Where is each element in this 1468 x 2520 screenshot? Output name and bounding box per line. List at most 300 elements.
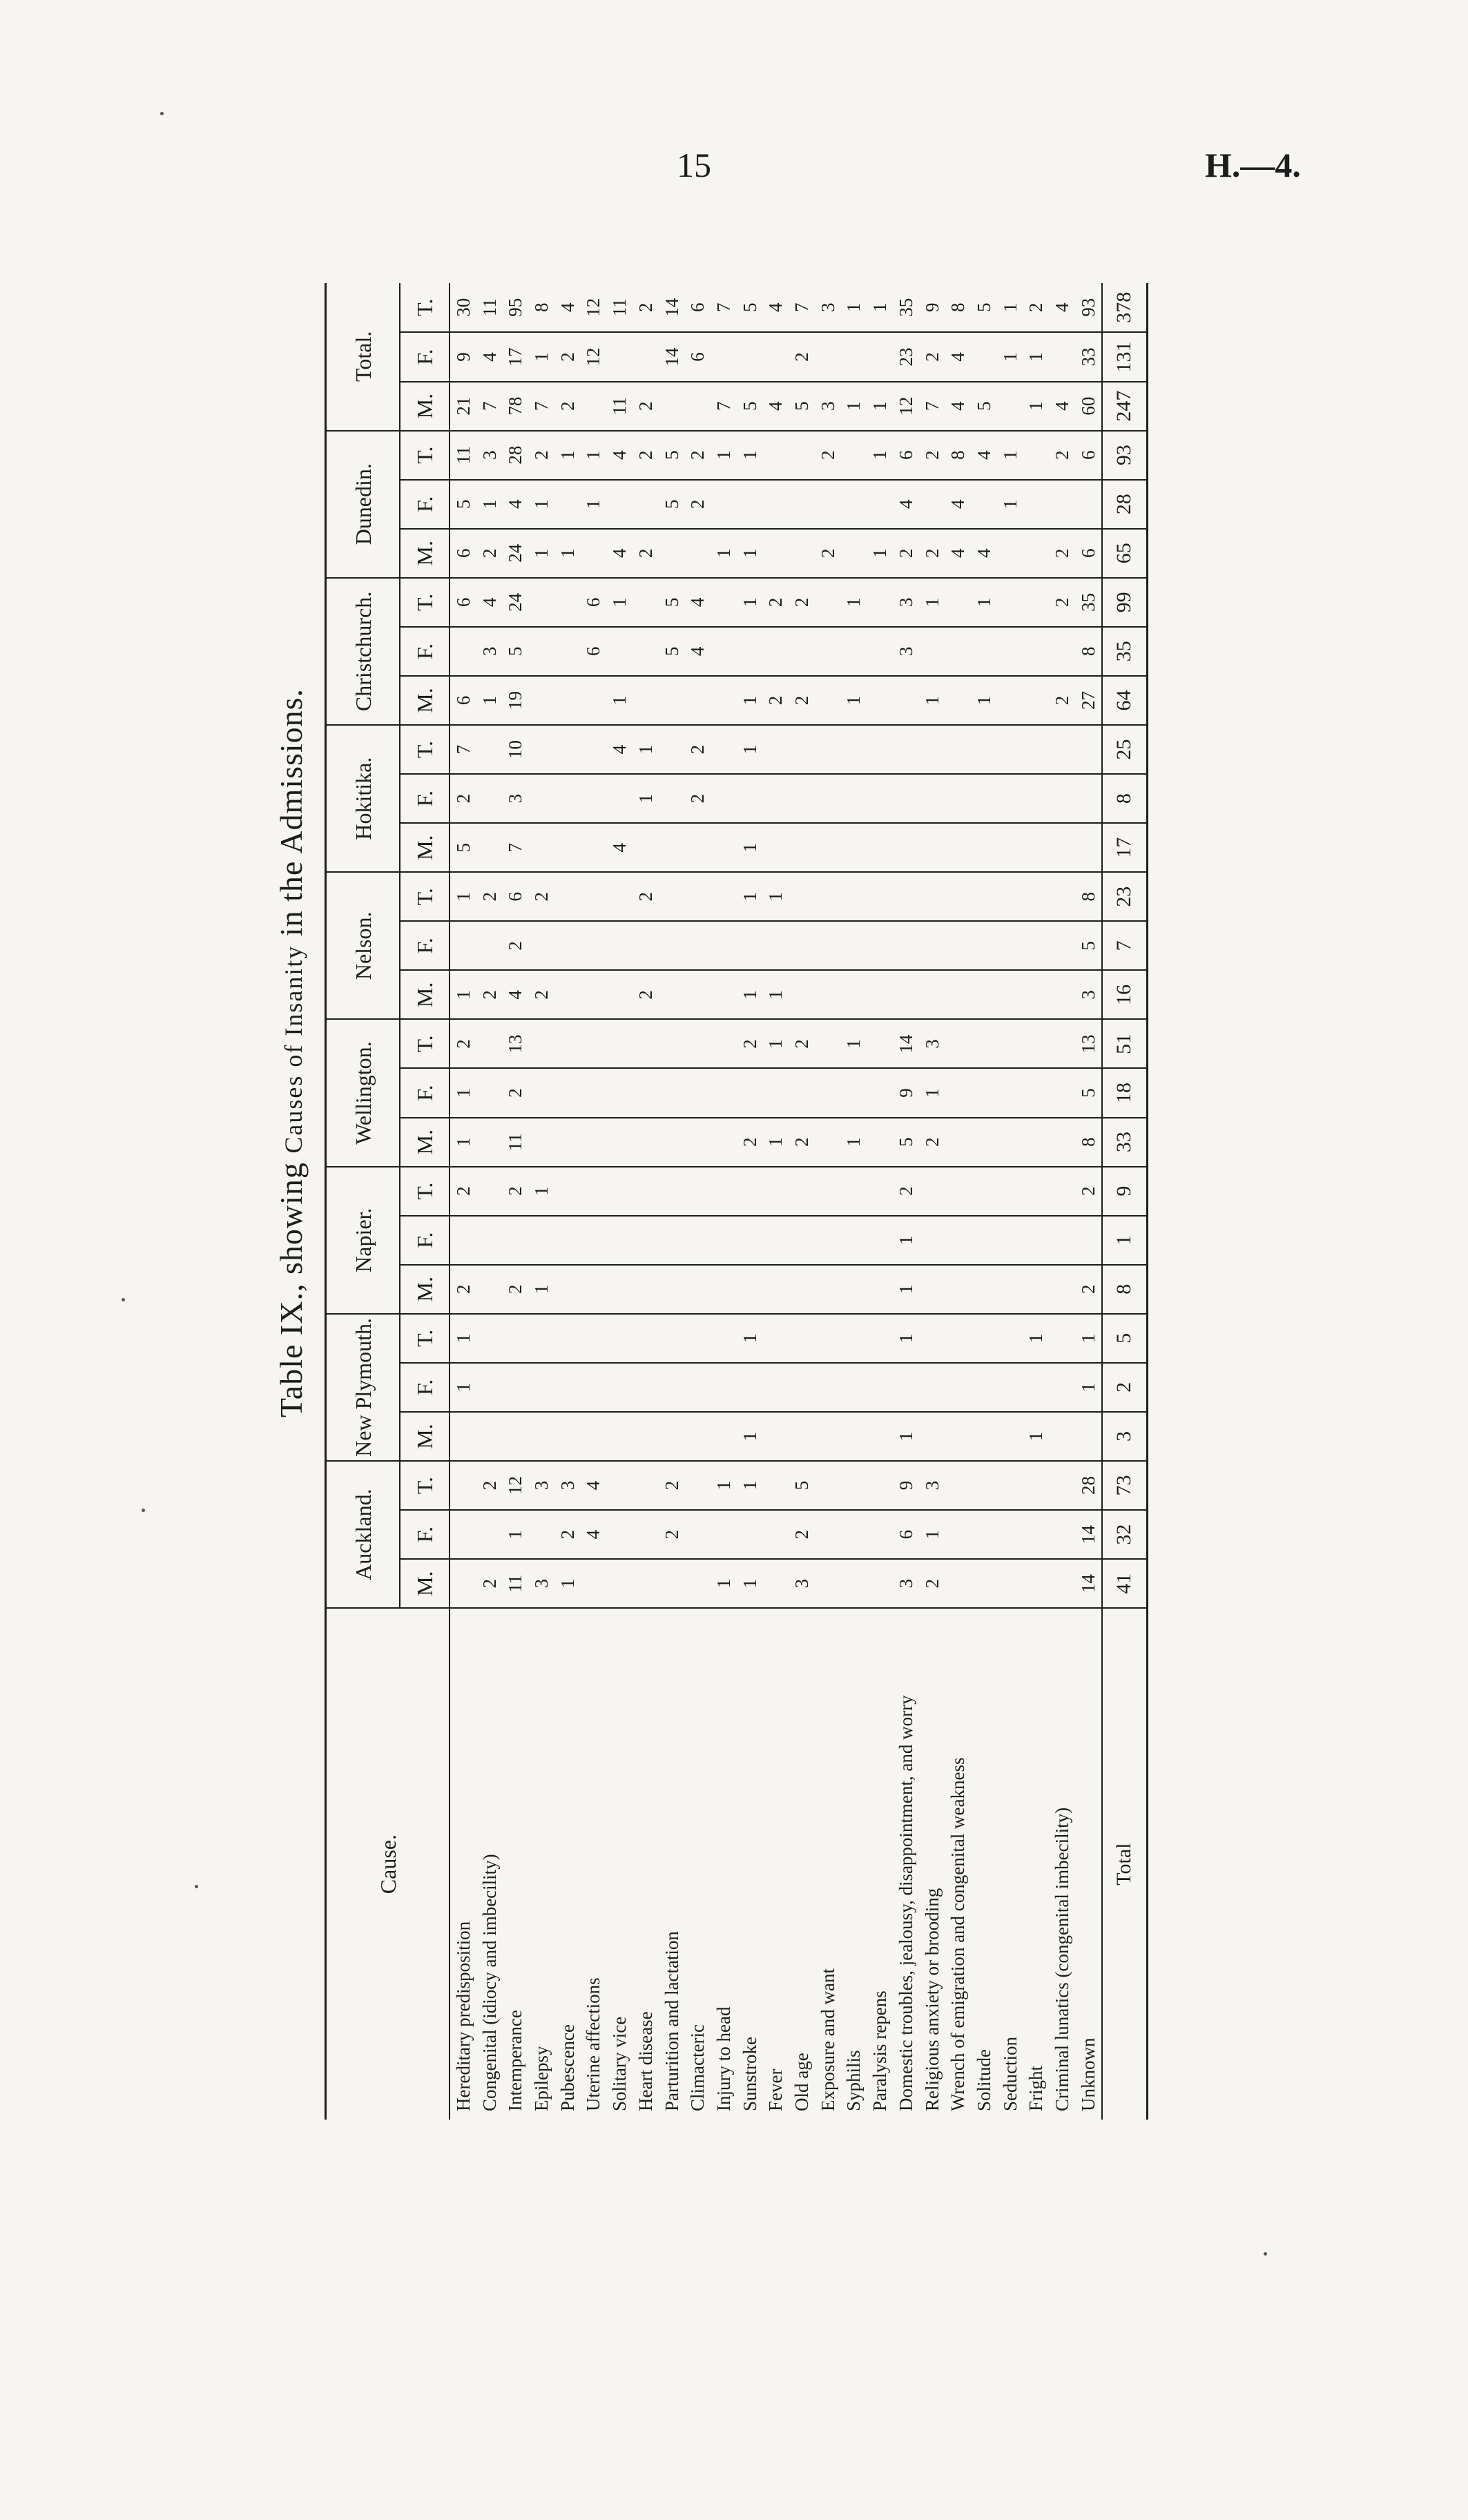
value-cell <box>763 627 789 676</box>
value-cell: 33 <box>1075 332 1102 381</box>
value-cell: 6 <box>684 283 711 332</box>
value-cell: 1 <box>711 431 737 480</box>
value-cell <box>893 1363 919 1412</box>
value-cell: 5 <box>1075 921 1102 970</box>
value-cell <box>581 774 607 823</box>
value-cell: 1 <box>997 431 1023 480</box>
value-cell <box>945 823 971 872</box>
value-cell: 1 <box>711 1461 737 1510</box>
value-cell <box>632 1314 659 1363</box>
value-cell: 1 <box>841 676 867 725</box>
value-cell <box>789 970 815 1019</box>
value-cell: 1 <box>528 529 554 578</box>
value-cell: 4 <box>1049 382 1075 431</box>
sub-header: F. <box>400 627 450 676</box>
value-cell <box>945 627 971 676</box>
value-cell <box>815 480 841 529</box>
value-cell: 4 <box>606 529 632 578</box>
table-row <box>632 283 659 2120</box>
value-cell <box>684 676 711 725</box>
value-cell <box>632 578 659 627</box>
value-cell: 35 <box>893 283 919 332</box>
table-row <box>997 283 1023 2120</box>
group-header: Wellington. <box>326 1019 400 1166</box>
value-cell <box>841 1265 867 1314</box>
value-cell <box>737 1068 763 1117</box>
value-cell <box>711 1216 737 1265</box>
value-cell <box>815 332 841 381</box>
value-cell: 93 <box>1102 431 1148 480</box>
value-cell: 1 <box>737 578 763 627</box>
value-cell <box>632 1265 659 1314</box>
value-cell <box>1023 1068 1050 1117</box>
value-cell <box>919 480 945 529</box>
group-header: Dunedin. <box>326 431 400 578</box>
value-cell <box>789 480 815 529</box>
value-cell: 1 <box>763 1019 789 1068</box>
value-cell: 1 <box>841 578 867 627</box>
value-cell <box>659 1412 685 1461</box>
value-cell <box>554 1363 581 1412</box>
value-cell: 4 <box>684 627 711 676</box>
value-cell <box>841 1412 867 1461</box>
value-cell: 4 <box>893 480 919 529</box>
value-cell <box>945 1167 971 1216</box>
value-cell <box>684 1363 711 1412</box>
sub-header: F. <box>400 921 450 970</box>
cause-cell: Wrench of emigration and congenital weakness <box>947 1757 969 2111</box>
table-row <box>581 283 607 2120</box>
table-row <box>971 283 997 2120</box>
value-cell <box>502 1314 528 1363</box>
value-cell <box>606 480 632 529</box>
value-cell <box>971 725 997 774</box>
value-cell: 1 <box>450 872 476 921</box>
value-cell: 2 <box>450 1019 476 1068</box>
sub-header: F. <box>400 1216 450 1265</box>
value-cell: 2 <box>450 1265 476 1314</box>
value-cell: 4 <box>945 480 971 529</box>
total-label: Total <box>1102 1608 1148 2120</box>
value-cell <box>789 725 815 774</box>
value-cell: 35 <box>1102 627 1148 676</box>
value-cell: 3 <box>815 382 841 431</box>
value-cell <box>789 431 815 480</box>
value-cell <box>919 921 945 970</box>
value-cell: 1 <box>1023 332 1050 381</box>
value-cell: 5 <box>659 627 685 676</box>
value-cell <box>476 1167 503 1216</box>
cause-column-header: Cause. <box>326 1608 450 2120</box>
value-cell <box>945 578 971 627</box>
value-cell: 5 <box>971 283 997 332</box>
cause-cell: Intemperance <box>505 2010 526 2111</box>
value-cell <box>997 725 1023 774</box>
value-cell: 2 <box>815 431 841 480</box>
cause-cell: Pubescence <box>557 2024 578 2111</box>
value-cell <box>659 529 685 578</box>
value-cell <box>945 970 971 1019</box>
value-cell <box>867 1068 893 1117</box>
value-cell <box>684 529 711 578</box>
table-row <box>737 283 763 2120</box>
value-cell <box>1049 725 1075 774</box>
value-cell <box>867 1461 893 1510</box>
value-cell <box>1049 1314 1075 1363</box>
value-cell: 2 <box>919 332 945 381</box>
value-cell <box>632 332 659 381</box>
value-cell: 1 <box>450 1314 476 1363</box>
value-cell <box>606 1265 632 1314</box>
value-cell: 4 <box>971 529 997 578</box>
table-row <box>450 283 476 2120</box>
value-cell <box>1049 1461 1075 1510</box>
value-cell <box>476 823 503 872</box>
value-cell <box>841 872 867 921</box>
value-cell: 7 <box>528 382 554 431</box>
value-cell <box>945 1461 971 1510</box>
table-row <box>1075 283 1102 2120</box>
value-cell <box>606 872 632 921</box>
value-cell: 93 <box>1075 283 1102 332</box>
value-cell: 12 <box>502 1461 528 1510</box>
table-row <box>1023 283 1050 2120</box>
value-cell: 6 <box>502 872 528 921</box>
value-cell: 73 <box>1102 1461 1148 1510</box>
value-cell <box>528 627 554 676</box>
value-cell: 2 <box>632 872 659 921</box>
value-cell <box>1049 1559 1075 1608</box>
value-cell <box>763 774 789 823</box>
value-cell: 11 <box>502 1559 528 1608</box>
value-cell: 5 <box>893 1118 919 1167</box>
value-cell: 14 <box>1075 1510 1102 1559</box>
sub-header: T. <box>400 1019 450 1068</box>
value-cell <box>841 921 867 970</box>
value-cell <box>711 1118 737 1167</box>
value-cell <box>581 872 607 921</box>
value-cell: 41 <box>1102 1559 1148 1608</box>
value-cell <box>815 1363 841 1412</box>
value-cell <box>997 1118 1023 1167</box>
value-cell <box>763 1265 789 1314</box>
value-cell <box>815 1461 841 1510</box>
value-cell <box>632 1019 659 1068</box>
value-cell <box>737 332 763 381</box>
value-cell <box>450 1412 476 1461</box>
value-cell <box>711 872 737 921</box>
value-cell <box>711 1068 737 1117</box>
cause-cell: Old age <box>791 2053 813 2111</box>
value-cell <box>789 1363 815 1412</box>
value-cell <box>815 1265 841 1314</box>
value-cell <box>815 872 841 921</box>
value-cell <box>815 823 841 872</box>
sub-header: M. <box>400 1559 450 1608</box>
value-cell: 4 <box>945 382 971 431</box>
value-cell: 1 <box>711 529 737 578</box>
sub-header: M. <box>400 1265 450 1314</box>
cause-cell: Hereditary predisposition <box>452 1921 474 2111</box>
value-cell: 1 <box>919 578 945 627</box>
value-cell: 4 <box>476 332 503 381</box>
value-cell <box>684 1510 711 1559</box>
value-cell: 6 <box>1075 529 1102 578</box>
value-cell: 5 <box>737 283 763 332</box>
value-cell <box>659 823 685 872</box>
value-cell <box>763 921 789 970</box>
value-cell: 8 <box>1075 627 1102 676</box>
value-cell: 1 <box>450 1068 476 1117</box>
value-cell: 1 <box>581 480 607 529</box>
value-cell <box>528 1510 554 1559</box>
value-cell: 13 <box>1075 1019 1102 1068</box>
value-cell: 2 <box>1049 676 1075 725</box>
cause-cell: Paralysis repens <box>869 1990 891 2111</box>
value-cell <box>581 1265 607 1314</box>
value-cell: 1 <box>919 1068 945 1117</box>
value-cell <box>1023 1216 1050 1265</box>
value-cell <box>789 1216 815 1265</box>
value-cell: 18 <box>1102 1068 1148 1117</box>
value-cell: 1 <box>893 1412 919 1461</box>
value-cell <box>1023 774 1050 823</box>
value-cell: 1 <box>737 431 763 480</box>
value-cell <box>632 1167 659 1216</box>
value-cell: 1 <box>867 382 893 431</box>
value-cell <box>711 1363 737 1412</box>
value-cell <box>554 1019 581 1068</box>
value-cell <box>632 1118 659 1167</box>
group-header: New Plymouth. <box>326 1314 400 1461</box>
value-cell <box>997 1019 1023 1068</box>
value-cell <box>867 725 893 774</box>
value-cell <box>554 1216 581 1265</box>
value-cell: 2 <box>632 382 659 431</box>
value-cell: 5 <box>450 823 476 872</box>
value-cell: 1 <box>737 725 763 774</box>
value-cell <box>1049 1363 1075 1412</box>
value-cell: 2 <box>684 431 711 480</box>
value-cell <box>1049 1265 1075 1314</box>
value-cell: 4 <box>606 431 632 480</box>
value-cell <box>919 1216 945 1265</box>
sub-header: F. <box>400 480 450 529</box>
value-cell <box>528 921 554 970</box>
cause-cell: Unknown <box>1077 2037 1099 2111</box>
value-cell: 8 <box>1075 872 1102 921</box>
value-cell <box>763 431 789 480</box>
table-row <box>815 283 841 2120</box>
value-cell <box>841 332 867 381</box>
value-cell <box>659 1118 685 1167</box>
value-cell <box>919 872 945 921</box>
value-cell: 1 <box>867 431 893 480</box>
value-cell: 8 <box>1075 1118 1102 1167</box>
value-cell <box>789 1167 815 1216</box>
value-cell <box>841 1314 867 1363</box>
value-cell <box>1023 823 1050 872</box>
table-title <box>273 276 309 1830</box>
value-cell <box>476 1118 503 1167</box>
value-cell <box>945 1510 971 1559</box>
sub-header: M. <box>400 970 450 1019</box>
value-cell <box>763 1314 789 1363</box>
value-cell <box>711 921 737 970</box>
value-cell <box>1049 1068 1075 1117</box>
value-cell: 3 <box>893 627 919 676</box>
value-cell <box>476 921 503 970</box>
value-cell <box>737 1216 763 1265</box>
value-cell: 24 <box>502 529 528 578</box>
value-cell <box>737 921 763 970</box>
value-cell <box>919 725 945 774</box>
value-cell: 2 <box>1049 578 1075 627</box>
value-cell <box>1075 1412 1102 1461</box>
value-cell <box>841 1068 867 1117</box>
value-cell <box>684 1019 711 1068</box>
value-cell <box>815 921 841 970</box>
value-cell <box>997 774 1023 823</box>
value-cell <box>606 1412 632 1461</box>
value-cell <box>554 921 581 970</box>
table-container <box>325 283 1148 2120</box>
value-cell: 1 <box>737 676 763 725</box>
value-cell <box>867 578 893 627</box>
value-cell: 2 <box>789 1118 815 1167</box>
value-cell <box>841 1461 867 1510</box>
value-cell <box>659 676 685 725</box>
value-cell <box>997 921 1023 970</box>
value-cell <box>554 1412 581 1461</box>
cause-cell: Domestic troubles, jealousy, disappointment, and worry <box>895 1695 916 2111</box>
value-cell <box>1023 529 1050 578</box>
value-cell: 5 <box>789 1461 815 1510</box>
value-cell <box>684 921 711 970</box>
value-cell: 4 <box>606 725 632 774</box>
value-cell <box>684 970 711 1019</box>
value-cell: 8 <box>1102 774 1148 823</box>
value-cell <box>867 1412 893 1461</box>
value-cell <box>1023 1265 1050 1314</box>
value-cell <box>945 921 971 970</box>
value-cell <box>684 382 711 431</box>
value-cell <box>711 725 737 774</box>
sub-header: F. <box>400 774 450 823</box>
value-cell <box>815 1510 841 1559</box>
value-cell: 64 <box>1102 676 1148 725</box>
value-cell <box>971 970 997 1019</box>
value-cell <box>867 921 893 970</box>
value-cell: 2 <box>684 774 711 823</box>
value-cell: 14 <box>659 332 685 381</box>
value-cell <box>815 676 841 725</box>
value-cell: 16 <box>1102 970 1148 1019</box>
value-cell <box>528 725 554 774</box>
value-cell <box>606 1363 632 1412</box>
value-cell <box>997 1461 1023 1510</box>
value-cell <box>945 1412 971 1461</box>
value-cell: 1 <box>711 1559 737 1608</box>
value-cell: 8 <box>1102 1265 1148 1314</box>
cause-cell: Religious anxiety or brooding <box>921 1888 943 2111</box>
value-cell <box>659 774 685 823</box>
sub-header: M. <box>400 1412 450 1461</box>
value-cell: 2 <box>893 529 919 578</box>
value-cell: 5 <box>659 480 685 529</box>
value-cell <box>684 1167 711 1216</box>
value-cell <box>815 1559 841 1608</box>
sub-header: T. <box>400 1461 450 1510</box>
value-cell <box>737 1167 763 1216</box>
value-cell <box>1023 1363 1050 1412</box>
value-cell: 6 <box>893 431 919 480</box>
value-cell <box>659 872 685 921</box>
value-cell: 7 <box>1102 921 1148 970</box>
table-row <box>763 283 789 2120</box>
value-cell: 1 <box>606 676 632 725</box>
value-cell <box>815 725 841 774</box>
value-cell <box>1023 1510 1050 1559</box>
value-cell <box>919 1412 945 1461</box>
value-cell: 6 <box>581 578 607 627</box>
value-cell: 9 <box>893 1068 919 1117</box>
value-cell <box>841 970 867 1019</box>
value-cell: 1 <box>997 332 1023 381</box>
value-cell <box>919 627 945 676</box>
cause-cell: Heart disease <box>635 2011 656 2111</box>
value-cell <box>997 382 1023 431</box>
value-cell <box>1075 823 1102 872</box>
value-cell: 2 <box>502 1167 528 1216</box>
value-cell <box>841 627 867 676</box>
value-cell <box>711 627 737 676</box>
cause-cell: Injury to head <box>713 2006 734 2111</box>
table-title-prefix: Table IX., showing <box>273 1153 309 1418</box>
value-cell <box>659 921 685 970</box>
value-cell: 28 <box>1075 1461 1102 1510</box>
value-cell: 23 <box>893 332 919 381</box>
value-cell <box>606 1510 632 1559</box>
value-cell: 4 <box>684 578 711 627</box>
value-cell <box>841 480 867 529</box>
value-cell: 1 <box>737 1314 763 1363</box>
value-cell: 2 <box>919 1559 945 1608</box>
value-cell: 1 <box>528 1265 554 1314</box>
value-cell: 4 <box>476 578 503 627</box>
value-cell <box>997 1167 1023 1216</box>
table-row <box>893 283 919 2120</box>
value-cell <box>945 676 971 725</box>
value-cell <box>581 1118 607 1167</box>
value-cell: 25 <box>1102 725 1148 774</box>
value-cell <box>789 1068 815 1117</box>
value-cell: 1 <box>867 529 893 578</box>
value-cell <box>893 676 919 725</box>
value-cell: 35 <box>1075 578 1102 627</box>
value-cell <box>632 1559 659 1608</box>
value-cell: 2 <box>554 1510 581 1559</box>
value-cell <box>971 1314 997 1363</box>
value-cell: 1 <box>841 283 867 332</box>
value-cell: 4 <box>945 529 971 578</box>
value-cell <box>945 1314 971 1363</box>
value-cell <box>1049 1412 1075 1461</box>
value-cell: 1 <box>1023 1412 1050 1461</box>
value-cell: 5 <box>659 578 685 627</box>
value-cell: 2 <box>893 1167 919 1216</box>
value-cell <box>528 676 554 725</box>
